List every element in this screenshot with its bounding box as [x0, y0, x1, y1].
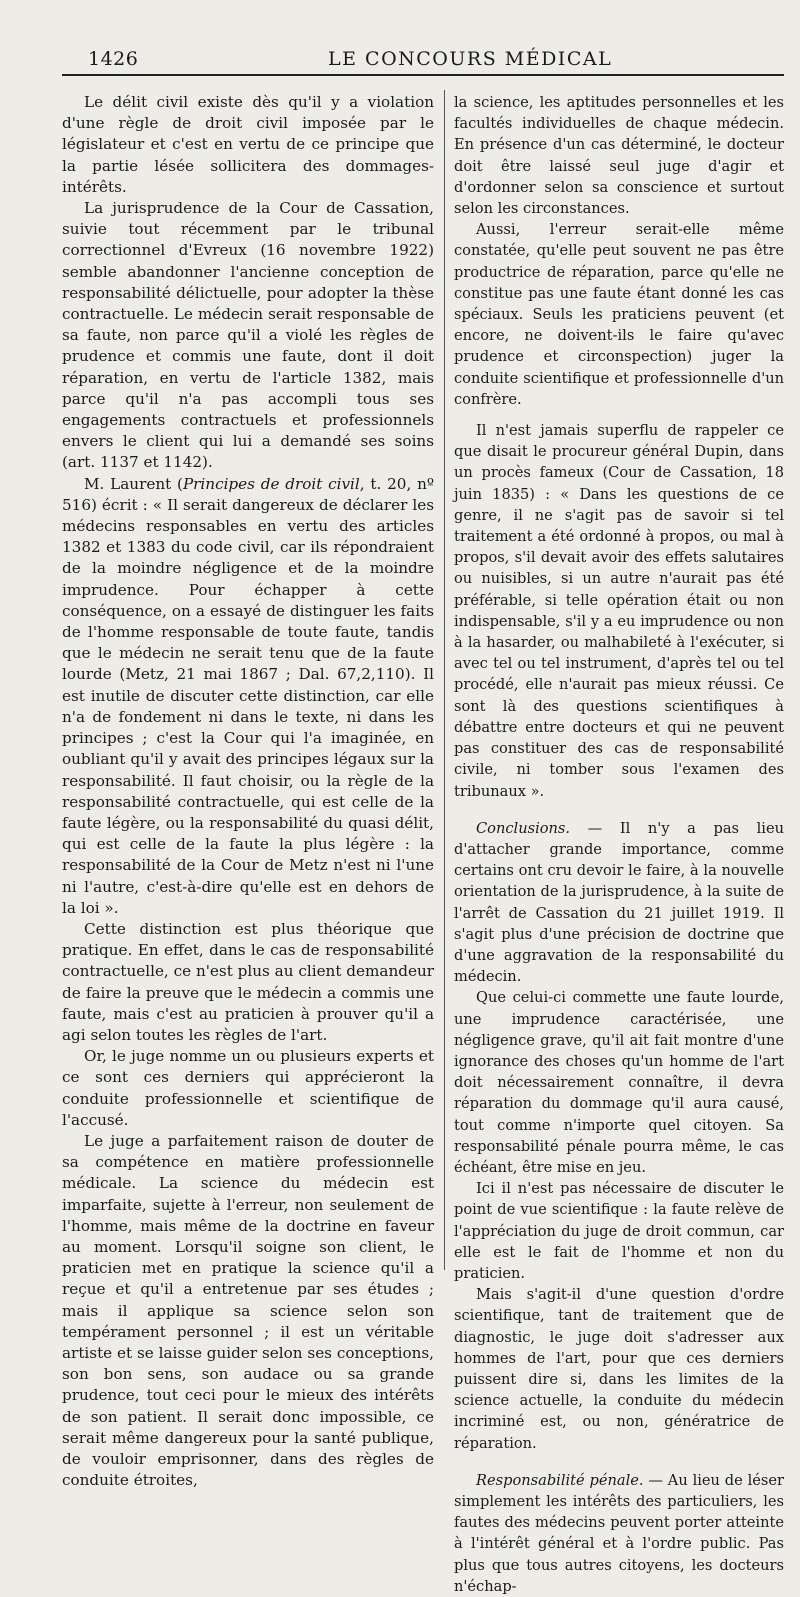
- header-rule: [62, 74, 784, 76]
- paragraph-text: , t. 20, nº 516) écrit : « Il serait dangereux de déclarer les médecins responsables en vertu des articles 1382 et 1383 du code civil, car ils répondraient de la moindre négligence et de la moindre imprudence. Pour échapper à cette conséquence, on a essayé de distinguer les faits de l'homme responsable de toute faute, tandis que le médecin ne serait tenu que de la faute lourde (Metz, 21 mai 1867 ; Dal. 67,2,110). Il est inutile de discuter cette distinction, car elle n'a de fondement ni dans le texte, ni dans les principes ; c'est la Cour qui l'a imaginée, en oubliant qu'il y avait des principes légaux sur la responsabilité. Il faut choisir, ou la règle de la responsabilité contractuelle, qui est celle de la faute légère, ou la responsabilité du quasi délit, qui est celle de la faute la plus légère : la responsabilité de la Cour de Metz n'est ni l'une ni l'autre, c'est-à-dire qu'elle est en dehors de la loi ».: [62, 474, 434, 917]
- paragraph: [454, 1470, 784, 1597]
- paragraph: Aussi, l'erreur serait-elle même constatée, qu'elle peut souvent ne pas être productrice de réparation, parce qu'elle ne constitue pas une faute étant donné les cas spéciaux. Seuls les praticiens peuvent (et encore, ne doivent-ils le faire qu'avec prudence et circonspection) juger la conduite scientifique et professionnelle d'un confrère.: [454, 221, 784, 408]
- paragraph: Il n'est jamais superflu de rappeler ce que disait le procureur général Dupin, dans un procès fameux (Cour de Cassation, 18 juin 1835) : « Dans les questions de ce genre, il ne s'agit pas de savoir si tel traitement a été ordonné à propos, ou mal à propos, s'il devait avoir des effets salutaires ou nuisibles, si un autre n'aurait pas été préférable, si telle opération était ou non indispensable, s'il y a eu imprudence ou non à la hasarder, ou malhabileté à l'exécuter, si avec tel ou tel instrument, d'après tel ou tel procédé, elle n'aurait pas mieux réussi. Ce sont là des questions scientifiques à débattre entre docteurs et qui ne peuvent pas constituer des cas de responsabilité civile, ni tomber sous l'examen des tribunaux ».: [454, 422, 784, 800]
- column-divider: [444, 90, 445, 1270]
- paragraph: [454, 818, 784, 988]
- paragraph: Or, le juge nomme un ou plusieurs experts et ce sont ces derniers qui apprécieront la conduite professionnelle et scientifique de l'accusé.: [62, 1047, 434, 1129]
- paragraph-text: — Au lieu de léser simplement les intérêts des particuliers, les fautes des médecins peuvent porter atteinte à l'intérêt général et à l'ordre public. Pas plus que tous autres citoyens, les docteurs n'échap-: [454, 1471, 785, 1595]
- paragraph: Ici il n'est pas nécessaire de discuter le point de vue scientifique : la faute relève de l'appréciation du juge de droit commun, car elle est le fait de l'homme et non du praticien.: [454, 1180, 784, 1282]
- page-header: [88, 46, 778, 74]
- paragraph-lead: M. Laurent (: [84, 474, 183, 493]
- paragraph: Cette distinction est plus théorique que pratique. En effet, dans le cas de responsabilité contractuelle, ce n'est plus au client demandeur de faire la preuve que le médecin a commis une faute, mais c'est au praticien à prouver qu'il a agi selon toutes les règles de l'art.: [62, 919, 434, 1044]
- left-column: [62, 92, 434, 1490]
- paragraph-text: — Il n'y a pas lieu d'attacher grande importance, comme certains ont cru devoir le faire, à la nouvelle orientation de la jurisprudence, à la suite de l'arrêt de Cassation du 21 juillet 1919. Il s'agit plus d'une précision de doctrine que d'une aggravation de la responsabilité du médecin.: [454, 819, 784, 986]
- paragraph: Que celui-ci commette une faute lourde, une imprudence caractérisée, une négligence grave, qu'il ait fait montre d'une ignorance des choses qu'un homme de l'art doit nécessairement connaître, il devra réparation du dommage qu'il aura causé, tout comme n'importe quel citoyen. Sa responsabilité pénale pourra même, le cas échéant, être mise en jeu.: [454, 989, 784, 1176]
- paragraph: Le juge a parfaitement raison de douter de sa compétence en matière professionnelle médicale. La science du médecin est imparfaite, sujette à l'erreur, non seulement de l'homme, mais même de la doctrine en faveur au moment. Lorsqu'il soigne son client, le praticien met en pratique la science qu'il a reçue et qu'il a entretenue par ses études ; mais il applique sa science selon son tempérament personnel ; il est un véritable artiste et se laisse guider selon ses conceptions, son bon sens, son audace ou sa grande prudence, tout ceci pour le mieux des intérêts de son patient. Il serait donc impossible, ce serait même dangereux pour la santé publique, de vouloir emprisonner, dans des règles de conduite étroites,: [62, 1131, 434, 1490]
- paragraph: Mais s'agit-il d'une question d'ordre scientifique, tant de traitement que de diagnostic, le juge doit s'adresser aux hommes de l'art, pour que ces derniers puissent dire si, dans les limites de la science actuelle, la conduite du médecin incriminé est, ou non, génératrice de réparation.: [454, 1286, 784, 1452]
- cited-work-title: Principes de droit civil: [182, 474, 360, 493]
- running-title: LE CONCOURS MÉDICAL: [328, 48, 613, 70]
- page-number: 1426: [88, 48, 139, 70]
- section-heading-responsabilite-penale: Responsabilité pénale.: [476, 1471, 644, 1489]
- paragraph: la science, les aptitudes personnelles et les facultés individuelles de chaque médecin. En présence d'un cas déterminé, le docteur doit être laissé seul juge d'agir et d'ordonner selon sa conscience et surtout selon les circonstances.: [454, 94, 784, 218]
- section-heading-conclusions: Conclusions.: [476, 819, 571, 837]
- paragraph: [62, 474, 434, 919]
- paragraph: La jurisprudence de la Cour de Cassation, suivie tout récemment par le tribunal correctionnel d'Evreux (16 novembre 1922) semble abandonner l'ancienne conception de responsabilité délictuelle, pour adopter la thèse contractuelle. Le médecin serait responsable de sa faute, non parce qu'il a violé les règles de prudence et commis une faute, dont il doit réparation, en vertu de l'article 1382, mais parce qu'il n'a pas accompli tous ses engagements contractuels et professionnels envers le client qui lui a demandé ses soins (art. 1137 et 1142).: [62, 199, 434, 472]
- paragraph: Le délit civil existe dès qu'il y a violation d'une règle de droit civil imposée par le législateur et c'est en vertu de ce principe que la partie lésée sollicitera des dommages-intérêts.: [62, 93, 434, 196]
- right-column: [454, 92, 785, 1595]
